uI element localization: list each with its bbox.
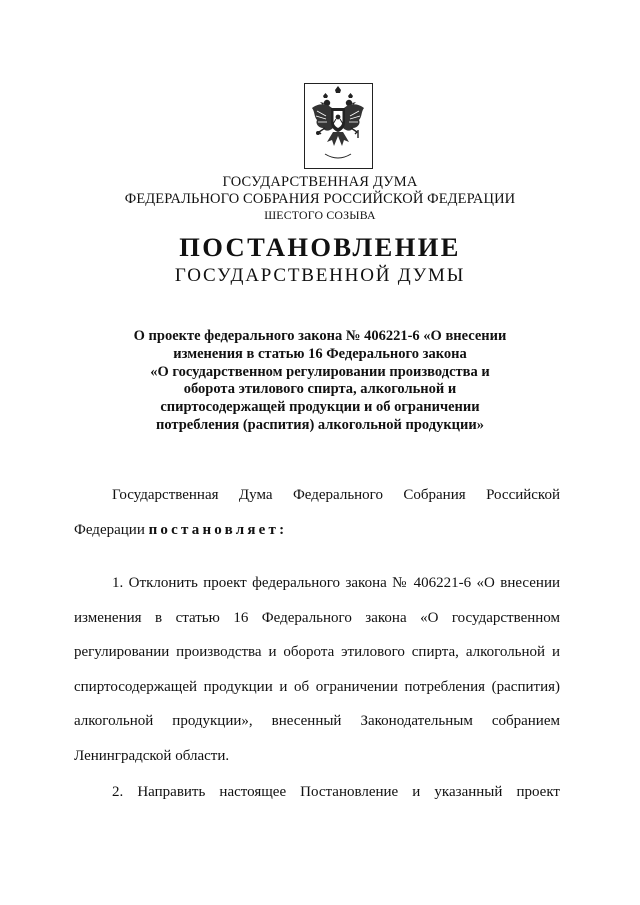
resolves-word: постановляет: [148, 521, 288, 538]
item-1-line: регулировании производства и оборота этилового спирта, алкогольной и [74, 644, 560, 661]
item-1-line: алкогольной продукции», внесенный Законодательным собранием [74, 713, 560, 730]
org-name-line1: ГОСУДАРСТВЕННАЯ ДУМА [222, 174, 418, 190]
subject-line: потребления (распития) алкогольной продукции» [155, 416, 484, 433]
preamble-paragraph [74, 478, 560, 547]
item-1-paragraph [74, 566, 560, 774]
org-name-line2: ФЕДЕРАЛЬНОГО СОБРАНИЯ РОССИЙСКОЙ ФЕДЕРАЦИИ [124, 191, 516, 207]
preamble-line [74, 478, 560, 513]
item-1-line: Ленинградской области. [74, 747, 230, 764]
convocation-line: ШЕСТОГО СОЗЫВА [264, 208, 376, 222]
document-title: ПОСТАНОВЛЕНИЕ [179, 232, 461, 262]
emblem-frame [304, 83, 373, 169]
subject-line: оборота этилового спирта, алкогольной и [183, 381, 457, 398]
subject-line: спиртосодержащей продукции и об ограничении [160, 399, 480, 416]
preamble-text: Федерации [74, 521, 145, 538]
item-1-line: спиртосодержащей продукции и об ограничении потребления (распития) [74, 678, 560, 695]
item-1-line: изменения в статью 16 Федерального закона «О государственном [74, 609, 560, 626]
subject-line: О проекте федерального закона № 406221-6 «О внесении [133, 328, 507, 344]
item-2-line [74, 775, 560, 810]
russian-double-headed-eagle-icon [305, 84, 371, 167]
item-1-line [74, 566, 560, 601]
item-2-text: 2. Направить настоящее Постановление и указанный проект [112, 784, 560, 800]
subject-line: «О государственном регулировании производства и [150, 363, 490, 380]
item-2-paragraph [74, 775, 560, 810]
preamble-text: Государственная Дума Федерального Собрания Российской [112, 487, 560, 503]
resolution-subject [100, 328, 540, 435]
preamble-line [74, 513, 560, 548]
item-1-text: 1. Отклонить проект федерального закона № 406221-6 «О внесении [112, 575, 560, 591]
subject-line: изменения в статью 16 Федерального закона [173, 345, 467, 362]
document-subtitle: ГОСУДАРСТВЕННОЙ ДУМЫ [174, 265, 466, 286]
